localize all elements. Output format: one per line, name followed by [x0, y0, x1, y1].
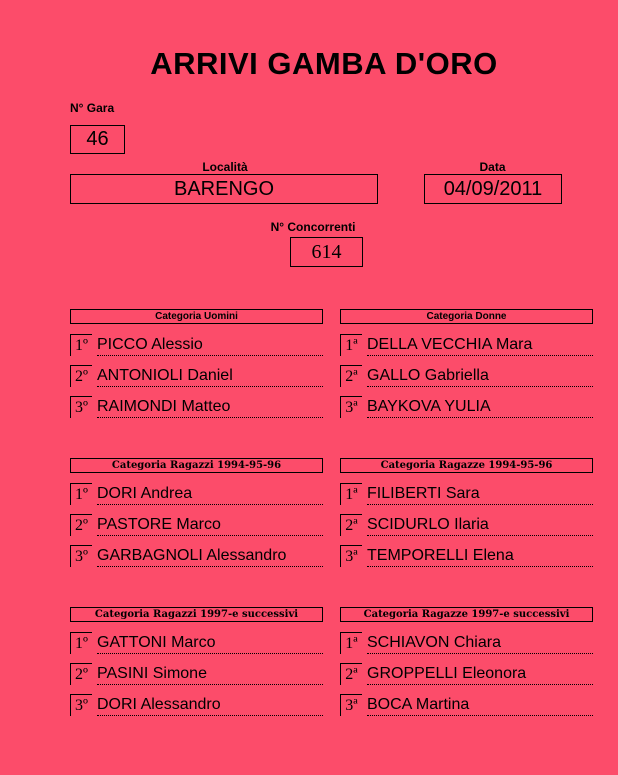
rank-box: 3ª [340, 396, 362, 418]
athlete-name: GROPPELLI Eleonora [367, 663, 593, 685]
result-row [340, 396, 593, 418]
result-row [340, 663, 593, 685]
rank-box: 2ª [340, 365, 362, 387]
rank-box: 2º [70, 514, 92, 536]
data-label: Data [479, 160, 506, 174]
athlete-name: SCIDURLO Ilaria [367, 514, 593, 536]
athlete-name: BOCA Martina [367, 694, 593, 716]
data-field [424, 174, 562, 204]
rank-box: 1ª [340, 632, 362, 654]
rank-box: 1ª [340, 334, 362, 356]
athlete-name: PASTORE Marco [97, 514, 323, 536]
category-ragazze-1994-header: Categoria Ragazze 1994-95-96 [340, 458, 593, 473]
result-row [340, 483, 593, 505]
athlete-name: BAYKOVA YULIA [367, 396, 593, 418]
category-uomini-header: Categoria Uomini [70, 309, 323, 324]
rank-box: 2ª [340, 663, 362, 685]
rank-box: 2ª [340, 514, 362, 536]
page-title: ARRIVI GAMBA D'ORO [150, 46, 498, 81]
rank-box: 3º [70, 694, 92, 716]
athlete-name: DELLA VECCHIA Mara [367, 334, 593, 356]
athlete-name: GARBAGNOLI Alessandro [97, 545, 323, 567]
rank-box: 2º [70, 365, 92, 387]
result-row [70, 632, 323, 654]
result-row [70, 514, 323, 536]
rank-box: 3º [70, 396, 92, 418]
data-value: 04/09/2011 [443, 177, 543, 200]
result-row [70, 663, 323, 685]
concorrenti-label: N° Concorrenti [270, 220, 356, 234]
rank-box: 3º [70, 545, 92, 567]
athlete-name: FILIBERTI Sara [367, 483, 593, 505]
category-ragazzi-1994-header: Categoria Ragazzi 1994-95-96 [70, 458, 323, 473]
rank-box: 3ª [340, 694, 362, 716]
result-row [340, 365, 593, 387]
athlete-name: DORI Andrea [97, 483, 323, 505]
result-row [340, 545, 593, 567]
athlete-name: RAIMONDI Matteo [97, 396, 323, 418]
athlete-name: ANTONIOLI Daniel [97, 365, 323, 387]
gara-label: N° Gara [70, 101, 115, 115]
localita-label: Località [202, 160, 248, 174]
athlete-name: GALLO Gabriella [367, 365, 593, 387]
category-donne-header: Categoria Donne [340, 309, 593, 324]
result-row [70, 483, 323, 505]
athlete-name: SCHIAVON Chiara [367, 632, 593, 654]
category-ragazzi-1997-header: Categoria Ragazzi 1997-e successivi [70, 607, 323, 622]
rank-box: 2º [70, 663, 92, 685]
concorrenti-value: 614 [311, 240, 342, 263]
rank-box: 1º [70, 334, 92, 356]
result-row [340, 694, 593, 716]
rank-box: 3ª [340, 545, 362, 567]
category-ragazze-1997-header: Categoria Ragazze 1997-e successivi [340, 607, 593, 622]
rank-box: 1º [70, 632, 92, 654]
rank-box: 1º [70, 483, 92, 505]
result-row [70, 694, 323, 716]
result-row [340, 632, 593, 654]
result-row [340, 514, 593, 536]
rank-box: 1ª [340, 483, 362, 505]
athlete-name: PASINI Simone [97, 663, 323, 685]
result-row [70, 334, 323, 356]
athlete-name: DORI Alessandro [97, 694, 323, 716]
localita-field [70, 174, 378, 204]
concorrenti-field [290, 237, 363, 267]
localita-value: BARENGO [173, 177, 275, 200]
result-row [70, 396, 323, 418]
athlete-name: TEMPORELLI Elena [367, 545, 593, 567]
result-row [70, 365, 323, 387]
athlete-name: PICCO Alessio [97, 334, 323, 356]
result-row [70, 545, 323, 567]
result-row [340, 334, 593, 356]
athlete-name: GATTONI Marco [97, 632, 323, 654]
gara-field [70, 125, 125, 154]
gara-value: 46 [86, 128, 109, 150]
